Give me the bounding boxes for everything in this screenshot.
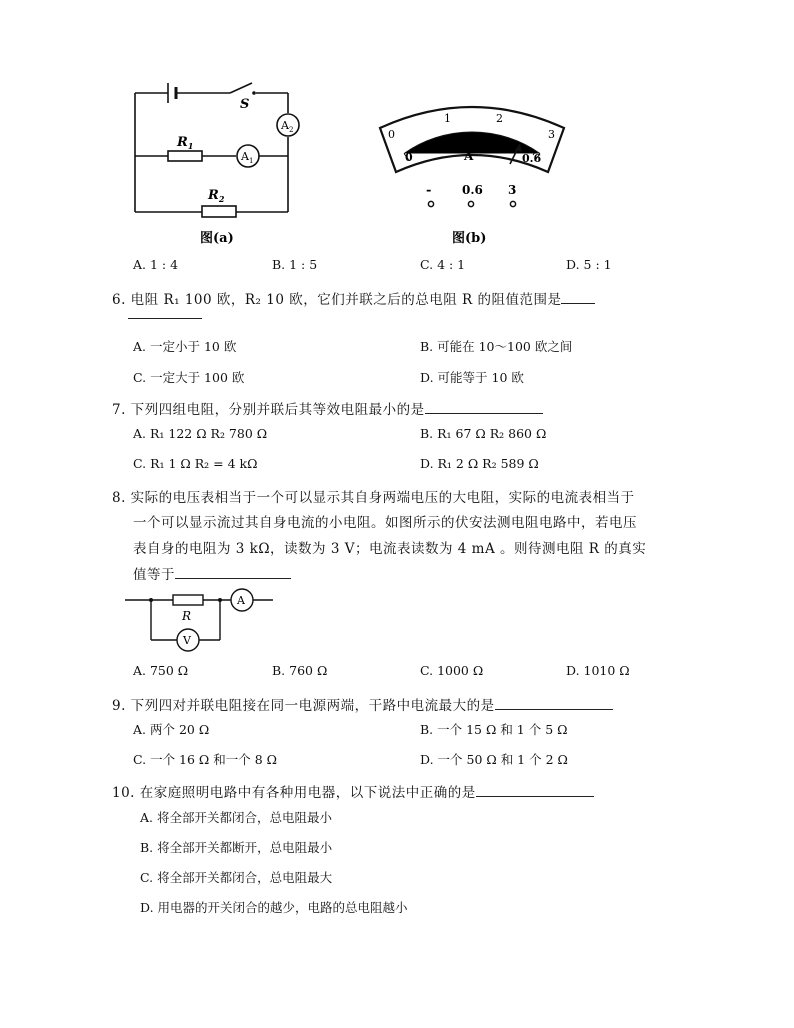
dial-upper-tick-2: 2 (496, 112, 503, 125)
q8-stem-line-2: 一个可以显示流过其自身电流的小电阻。如图所示的伏安法测电阻电路中，若电压 (133, 515, 637, 531)
dial-upper-tick-0: 0 (388, 128, 395, 141)
q10-option-d[interactable]: D. 用电器的开关闭合的越少，电路的总电阻越小 (140, 900, 408, 915)
q9-option-b[interactable]: B. 一个 15 Ω 和 1 个 5 Ω (420, 722, 568, 737)
q8-stem-line-4: 值等于 (133, 563, 291, 583)
ammeter-dial-b (372, 100, 572, 250)
ammeter-a2-label: $A_2$ (281, 119, 294, 134)
q6-answer-blank-cont[interactable] (128, 318, 202, 319)
q7-option-d[interactable]: D. R₁ 2 Ω R₂ 589 Ω (420, 456, 539, 471)
q9-option-c[interactable]: C. 一个 16 Ω 和一个 8 Ω (133, 752, 278, 767)
q8-resistor-label: R (182, 609, 192, 623)
dial-unit-label: A (464, 149, 474, 163)
q5-option-a[interactable]: A. 1 : 4 (133, 257, 179, 272)
terminal-negative-label: - (426, 183, 432, 198)
q7-option-a[interactable]: A. R₁ 122 Ω R₂ 780 Ω (133, 426, 268, 441)
dial-lower-tick-2: 0.4 (482, 143, 502, 156)
q7-option-b[interactable]: B. R₁ 67 Ω R₂ 860 Ω (420, 426, 547, 441)
ammeter-a1-label: $A_1$ (241, 150, 254, 165)
dial-lower-tick-3: 0.6 (522, 152, 542, 165)
q6-option-c[interactable]: C. 一定大于 100 欧 (133, 370, 245, 385)
dial-lower-tick-0: 0 (405, 151, 413, 164)
figure-b-caption: 图(b) (452, 231, 487, 246)
q10-stem: 10. 在家庭照明电路中有各种用电器，以下说法中正确的是 (112, 781, 594, 801)
q8-option-b[interactable]: B. 760 Ω (272, 663, 328, 678)
q6-option-a[interactable]: A. 一定小于 10 欧 (133, 339, 237, 354)
q7-option-c[interactable]: C. R₁ 1 Ω R₂ = 4 kΩ (133, 456, 258, 471)
q9-option-d[interactable]: D. 一个 50 Ω 和 1 个 2 Ω (420, 752, 568, 767)
q10-answer-blank[interactable] (476, 782, 594, 797)
q5-option-b[interactable]: B. 1 : 5 (272, 257, 318, 272)
figure-a-caption: 图(a) (200, 231, 234, 246)
q6-option-b[interactable]: B. 可能在 10～100 欧之间 (420, 339, 573, 354)
q10-option-a[interactable]: A. 将全部开关都闭合，总电阻最小 (140, 810, 332, 825)
q6-answer-blank[interactable] (561, 289, 595, 304)
q8-option-c[interactable]: C. 1000 Ω (420, 663, 484, 678)
dial-upper-tick-3: 3 (548, 128, 555, 141)
terminal-negative (428, 201, 433, 206)
dial-upper-tick-1: 1 (444, 112, 451, 125)
switch-label: S (240, 97, 250, 112)
q7-answer-blank[interactable] (425, 399, 543, 414)
voltammeter-circuit-diagram (125, 588, 275, 658)
q8-option-d[interactable]: D. 1010 Ω (566, 663, 630, 678)
terminal-3-label: 3 (508, 183, 517, 197)
terminal-0.6-label: 0.6 (462, 183, 483, 197)
resistor-r1-label: $R_1$ (177, 135, 194, 151)
terminal-3 (510, 201, 515, 206)
q6-stem: 6. 电阻 R₁ 100 欧，R₂ 10 欧，它们并联之后的总电阻 R 的阻值范围是 (112, 288, 595, 308)
q8-answer-blank[interactable] (175, 564, 291, 579)
q8-stem-line-1: 8. 实际的电压表相当于一个可以显示其自身两端电压的大电阻，实际的电流表相当于 (112, 490, 635, 506)
q10-option-b[interactable]: B. 将全部开关都断开，总电阻最小 (140, 840, 333, 855)
dial-lower-tick-1: 0.2 (440, 143, 460, 156)
q5-option-c[interactable]: C. 4 : 1 (420, 257, 466, 272)
q8-stem-line-3: 表自身的电阻为 3 kΩ，读数为 3 V；电流表读数为 4 mA 。则待测电阻 R 的真实 (133, 541, 647, 557)
terminal-0.6 (468, 201, 473, 206)
q5-option-d[interactable]: D. 5 : 1 (566, 257, 612, 272)
q6-option-d[interactable]: D. 可能等于 10 欧 (420, 370, 524, 385)
q8-voltmeter-label: V (183, 634, 191, 647)
q8-option-a[interactable]: A. 750 Ω (133, 663, 189, 678)
q7-stem: 7. 下列四组电阻，分别并联后其等效电阻最小的是 (112, 398, 543, 418)
circuit-diagram-a (120, 75, 310, 250)
q9-answer-blank[interactable] (495, 695, 613, 710)
q9-stem: 9. 下列四对并联电阻接在同一电源两端，干路中电流最大的是 (112, 694, 613, 714)
q9-option-a[interactable]: A. 两个 20 Ω (133, 722, 210, 737)
resistor-r2-label: $R_2$ (208, 188, 225, 204)
q8-ammeter-label: A (237, 594, 245, 607)
q10-option-c[interactable]: C. 将全部开关都闭合，总电阻最大 (140, 870, 333, 885)
